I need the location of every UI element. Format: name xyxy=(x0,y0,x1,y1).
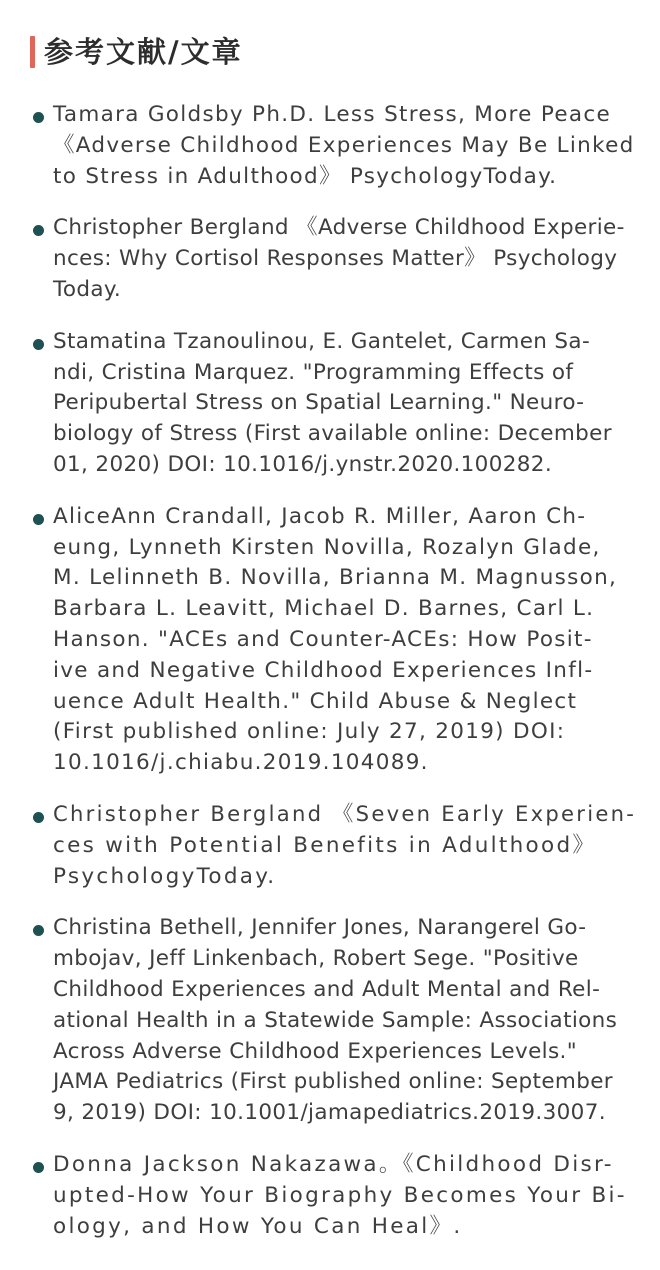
reference-line: eung, Lynneth Kirsten Novilla, Rozalyn Glade, xyxy=(53,534,601,560)
reference-line: Hanson. "ACEs and Counter-ACEs: How Posit- xyxy=(53,626,593,652)
bullet-dot-icon xyxy=(33,225,44,236)
reference-line: ndi, Cristina Marquez. "Programming Effects of xyxy=(53,359,574,385)
reference-item xyxy=(30,800,636,892)
reference-line: Donna Jackson Nakazawa。《Childhood Disr- xyxy=(53,1151,614,1177)
reference-line: Christina Bethell, Jennifer Jones, Narangerel Go- xyxy=(53,915,587,941)
reference-line: upted-How Your Biography Becomes Your Bi- xyxy=(53,1182,627,1208)
bullet-dot-icon xyxy=(33,514,44,525)
reference-line: AliceAnn Crandall, Jacob R. Miller, Aaron Ch- xyxy=(53,503,587,529)
reference-line: ology, and How You Can Heal》. xyxy=(53,1213,463,1239)
reference-line: Christopher Bergland 《Adverse Childhood Experie- xyxy=(53,215,625,241)
reference-line: nces: Why Cortisol Responses Matter》 Psychology xyxy=(53,246,618,272)
reference-line: M. Lelinneth B. Novilla, Brianna M. Magnusson, xyxy=(53,565,618,591)
reference-line: ces with Potential Benefits in Adulthood》 xyxy=(53,832,597,858)
reference-line: 10.1016/j.chiabu.2019.104089. xyxy=(53,750,429,776)
reference-line: Tamara Goldsby Ph.D. Less Stress, More Peace xyxy=(53,102,611,127)
bullet-dot-icon xyxy=(33,1162,44,1173)
reference-line: mbojav, Jeff Linkenbach, Robert Sege. "Positive xyxy=(53,946,579,972)
reference-line: Childhood Experiences and Adult Mental and Rel- xyxy=(53,976,601,1002)
reference-line: Peripubertal Stress on Spatial Learning." Neuro- xyxy=(53,390,585,416)
reference-line: Christopher Bergland 《Seven Early Experien- xyxy=(53,801,637,827)
reference-line: Stamatina Tzanoulinou, E. Gantelet, Carmen Sa- xyxy=(53,328,591,354)
section-title: 参考文献/文章 xyxy=(44,35,243,69)
reference-item xyxy=(30,1150,636,1242)
reference-line: 《Adverse Childhood Experiences May Be Linked xyxy=(53,132,635,158)
bullet-dot-icon xyxy=(33,112,44,123)
reference-item xyxy=(30,327,636,481)
reference-line: 9, 2019) DOI: 10.1001/jamapediatrics.2019.3007. xyxy=(53,1100,606,1126)
reference-line: to Stress in Adulthood》 PsychologyToday. xyxy=(53,163,558,189)
reference-line: 01, 2020) DOI: 10.1016/j.ynstr.2020.100282. xyxy=(53,451,553,477)
bullet-dot-icon xyxy=(33,812,44,823)
reference-line: (First published online: July 27, 2019) DOI: xyxy=(53,719,566,745)
reference-item xyxy=(30,213,636,305)
reference-line: Barbara L. Leavitt, Michael D. Barnes, Carl L. xyxy=(53,596,595,622)
reference-item xyxy=(30,502,636,779)
bullet-dot-icon xyxy=(33,925,44,936)
reference-list xyxy=(30,100,636,1263)
reference-line: ational Health in a Statewide Sample: Associations xyxy=(53,1007,618,1033)
heading-accent-bar xyxy=(30,36,35,68)
reference-item xyxy=(30,100,636,192)
reference-line: ive and Negative Childhood Experiences Infl- xyxy=(53,657,594,683)
reference-item xyxy=(30,913,636,1129)
section-heading xyxy=(30,34,634,70)
reference-line: JAMA Pediatrics (First published online: September xyxy=(53,1069,613,1095)
reference-line: Today. xyxy=(53,276,122,302)
reference-line: uence Adult Health." Child Abuse & Neglect xyxy=(53,688,578,714)
reference-line: biology of Stress (First available online: December xyxy=(53,421,612,447)
reference-line: Across Adverse Childhood Experiences Levels." xyxy=(53,1038,577,1064)
bullet-dot-icon xyxy=(33,339,44,350)
reference-line: PsychologyToday. xyxy=(53,863,277,889)
